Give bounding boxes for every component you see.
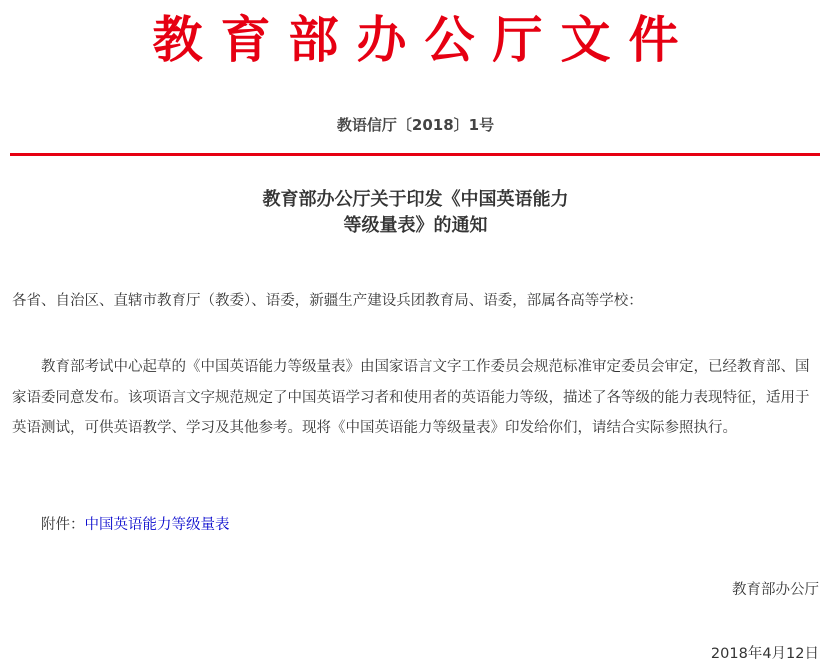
body-paragraph: 教育部考试中心起草的《中国英语能力等级量表》由国家语言文字工作委员会规范标准审定委员会审定，已经教育部、国家语委同意发布。该项语言文字规范规定了中国英语学习者和使用者的英语能力等级，描述了各等级的能力表现特征，适用于英语测试，可供英语教学、学习及其他参考。现将《中国英语能力等级量表》印发给你们，请结合实际参照执行。 [12, 359, 810, 436]
red-divider-rule [10, 153, 820, 156]
salutation: 各省、自治区、直辖市教育厅（教委）、语委，新疆生产建设兵团教育局、语委，部属各高等学校： [12, 293, 643, 309]
document-number: 教语信厅〔2018〕1号 [336, 116, 495, 134]
attachment-line [41, 514, 230, 536]
attachment-link[interactable]: 中国英语能力等级量表 [84, 517, 230, 533]
notice-title [0, 187, 831, 239]
signatory: 教育部办公厅 [732, 582, 819, 598]
attachment-label: 附件： [41, 517, 85, 533]
issuer-heading: 教育部办公厅文件 [152, 10, 697, 69]
notice-title-line-1: 教育部办公厅关于印发《中国英语能力 [262, 189, 569, 210]
issue-date: 2018年4月12日 [710, 646, 819, 662]
notice-title-line-2: 等级量表》的通知 [343, 215, 488, 236]
